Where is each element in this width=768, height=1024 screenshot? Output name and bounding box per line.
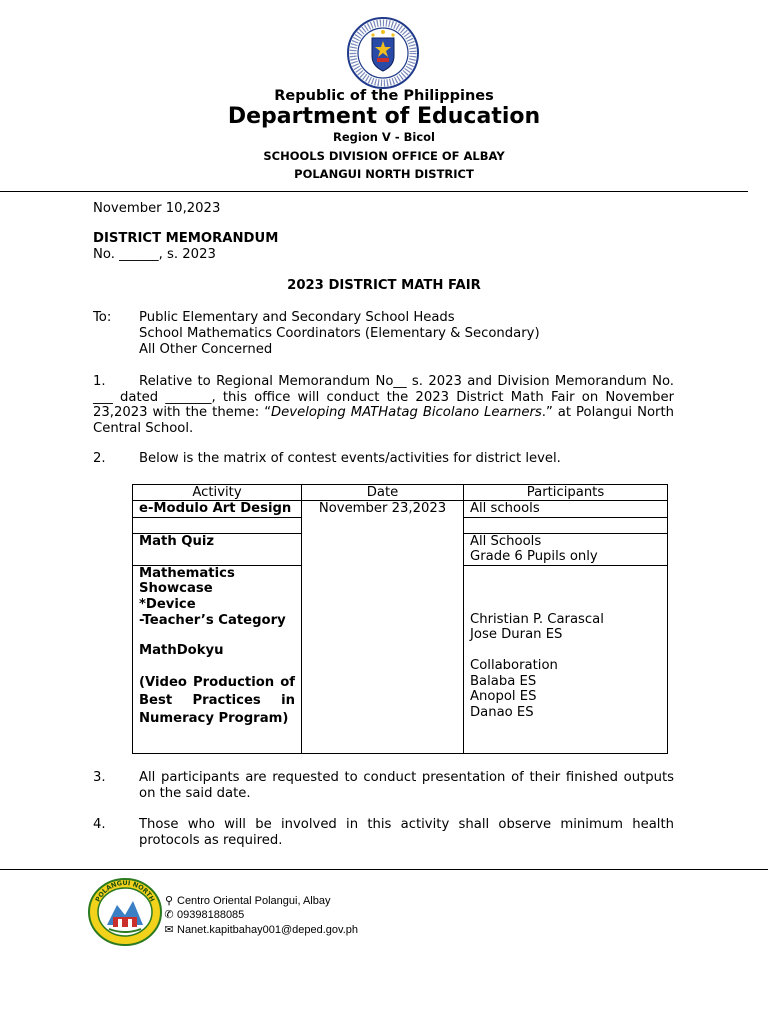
paragraph-3-number: 3. <box>93 770 106 785</box>
paragraph-1-number: 1. <box>93 374 106 389</box>
activity-cell <box>133 565 302 753</box>
activity-line: MathDokyu <box>139 643 224 659</box>
footer-email: Nanet.kapitbahay001@deped.gov.ph <box>177 924 358 936</box>
memo-number: No. ______, s. 2023 <box>93 247 216 262</box>
paragraph-2: Below is the matrix of contest events/activities for district level. <box>139 451 561 466</box>
paragraph-1-theme: Developing MATHatag Bicolano Learners <box>271 405 542 421</box>
footer-divider <box>0 869 768 870</box>
paragraph-4: Those who will be involved in this activity shall observe minimum health protocols as required. <box>139 817 674 848</box>
paragraph-1 <box>93 374 674 436</box>
column-header-activity: Activity <box>133 485 302 501</box>
svg-text:POLANGUI NORTH: POLANGUI NORTH <box>93 879 157 904</box>
activity-cell: e-Modulo Art Design <box>133 501 302 518</box>
memo-title: 2023 DISTRICT MATH FAIR <box>287 278 481 293</box>
to-label: To: <box>93 310 112 325</box>
table-row <box>133 501 668 518</box>
paragraph-1-text-a: Relative to Regional Memorandum No__ s. 2023 and Division Memorandum No. ___ dated _______, this office will conduct the 2023 District Math Fair on November 23,2023 with the theme: “ <box>93 374 674 421</box>
activity-line: (Video Production of Best Practices in Numeracy Program) <box>139 674 295 726</box>
participants-line: Danao ES <box>470 704 534 720</box>
participants-line: Anopol ES <box>470 689 537 705</box>
paragraph-4-number: 4. <box>93 817 106 832</box>
recipient-1: Public Elementary and Secondary School Heads <box>139 310 455 325</box>
header-district: POLANGUI NORTH DISTRICT <box>294 167 474 181</box>
deped-seal-logo <box>346 16 420 90</box>
mail-icon: ✉ <box>164 924 174 936</box>
district-logo <box>87 877 163 947</box>
date-cell: November 23,2023 <box>302 501 464 754</box>
participants-line: All Schools <box>470 533 542 549</box>
activity-line: -Teacher’s Category <box>139 612 286 628</box>
participants-cell-empty <box>464 517 668 533</box>
activity-cell: Math Quiz <box>133 533 302 565</box>
participants-cell <box>464 533 668 565</box>
recipient-2: School Mathematics Coordinators (Elementary & Secondary) <box>139 326 540 341</box>
participants-cell <box>464 565 668 753</box>
table-header-row <box>133 485 668 501</box>
memo-type: DISTRICT MEMORANDUM <box>93 231 279 246</box>
header-republic: Republic of the Philippines <box>274 88 494 104</box>
column-header-participants: Participants <box>464 485 668 501</box>
phone-icon: ✆ <box>164 909 174 921</box>
activity-line: Mathematics <box>139 565 235 581</box>
location-pin-icon: ⚲ <box>164 895 174 907</box>
activity-line: *Device <box>139 596 196 612</box>
footer-email-line <box>164 923 358 937</box>
header-divider <box>0 191 748 192</box>
participants-line: Collaboration <box>470 657 558 673</box>
paragraph-3: All participants are requested to conduct presentation of their finished outputs on the said date. <box>139 770 674 801</box>
contest-matrix-table <box>132 484 668 754</box>
participants-cell: All schools <box>464 501 668 518</box>
activity-cell-empty <box>133 517 302 533</box>
recipient-3: All Other Concerned <box>139 342 273 357</box>
column-header-date: Date <box>302 485 464 501</box>
header-region: Region V - Bicol <box>333 130 435 144</box>
footer-address-line <box>164 894 330 908</box>
participants-line: Grade 6 Pupils only <box>470 549 598 565</box>
memo-date: November 10,2023 <box>93 201 221 216</box>
header-department: Department of Education <box>227 104 541 129</box>
participants-line: Christian P. Carascal <box>470 611 604 627</box>
participants-line: Balaba ES <box>470 673 537 689</box>
participants-line: Jose Duran ES <box>470 627 563 643</box>
header-division: SCHOOLS DIVISION OFFICE OF ALBAY <box>263 149 505 163</box>
activity-line: Showcase <box>139 581 213 597</box>
footer-phone-line <box>164 908 244 922</box>
paragraph-1-text-b: .” at Polangui North Central School. <box>93 405 674 436</box>
footer-phone: 09398188085 <box>177 909 245 921</box>
paragraph-2-number: 2. <box>93 451 106 466</box>
footer-address: Centro Oriental Polangui, Albay <box>177 895 331 907</box>
